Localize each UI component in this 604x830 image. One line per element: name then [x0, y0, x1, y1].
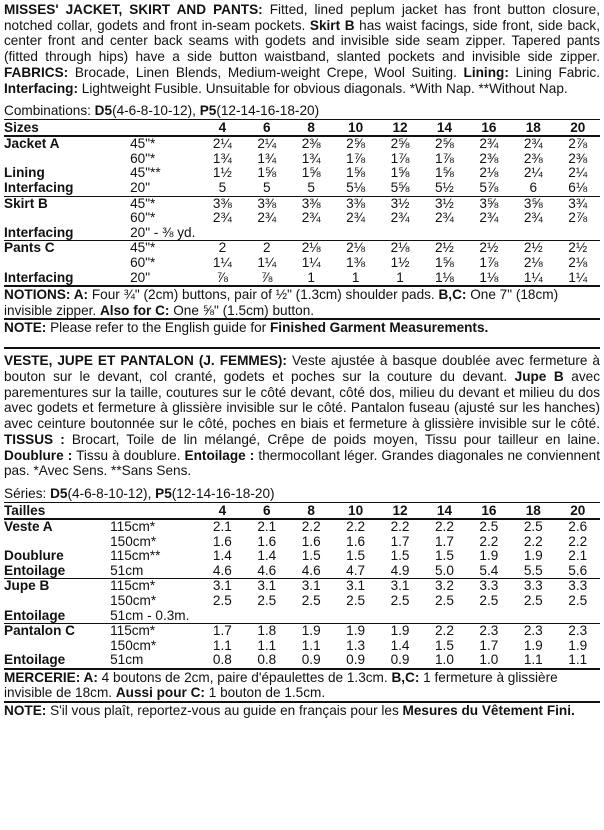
yardage-cell: 2.2 — [301, 519, 321, 534]
table-row — [4, 609, 600, 624]
yardage-cell: 1⅝ — [257, 165, 277, 181]
yardage-cell: 1½ — [390, 254, 410, 270]
french-section — [4, 353, 600, 718]
row-label: Pants C — [4, 241, 130, 256]
row-label — [4, 256, 130, 271]
row-label: Interfacing — [4, 269, 74, 285]
yardage-cell: 2⅞ — [568, 136, 588, 152]
yardage-cell: 5 — [218, 180, 227, 195]
yardage-cell: 2.5 — [301, 592, 321, 608]
yardage-cell: 1.9 — [523, 548, 543, 564]
yardage-cell: 2.5 — [212, 592, 232, 608]
yardage-cell: 2¾ — [523, 136, 543, 152]
yardage-cell: 2.5 — [390, 592, 410, 608]
yardage-cell: 1⅝ — [390, 165, 410, 181]
table-row — [4, 549, 600, 564]
row-label: Entoilage — [4, 607, 66, 623]
yardage-cell: 1.9 — [289, 624, 333, 639]
yardage-cell: 4.6 — [301, 562, 321, 578]
yardage-cell: 1⅝ — [435, 165, 454, 181]
yardage-cell: 3.1 — [378, 579, 422, 594]
table-row — [4, 271, 600, 286]
yardage-cell: 2¾ — [257, 210, 277, 226]
note: NOTE: S'il vous plaît, reportez-vous au guide en français pour les Mesures du Vêtement Fini. — [4, 702, 575, 718]
yardage-cell: 1.9 — [568, 637, 588, 653]
yardage-cell: 1.3 — [346, 637, 366, 653]
yardage-cell: 3⅜ — [245, 196, 289, 211]
yardage-cell: 5⅝ — [390, 180, 410, 195]
table-row — [4, 535, 600, 550]
table-row — [4, 166, 600, 181]
table-header-row — [4, 503, 600, 520]
yardage-cell: 1¾ — [212, 150, 232, 166]
yardage-cell: 1⅞ — [435, 150, 454, 166]
yardage-cell: 1.1 — [257, 637, 277, 653]
fabric-width: 115cm** — [110, 548, 161, 564]
yardage-cell: 5.4 — [479, 562, 499, 578]
fabric-width: 20" — [130, 269, 151, 285]
yardage-cell: 5 — [307, 180, 315, 195]
yardage-cell: 2⅜ — [568, 150, 588, 166]
yardage-cell: 1.4 — [257, 548, 277, 564]
yardage-cell: 0.9 — [301, 652, 321, 668]
yardage-cell: 2.1 — [568, 548, 588, 564]
yardage-cell: 6 — [529, 180, 538, 195]
yardage-cell: 2¼ — [257, 136, 277, 152]
yardage-cell: 2.3 — [467, 624, 511, 639]
garment-title: VESTE, JUPE ET PANTALON (J. FEMMES): — [4, 353, 287, 369]
yardage-cell: 2⅝ — [390, 136, 410, 152]
row-label — [4, 211, 130, 226]
yardage-cell: 2¾ — [523, 210, 543, 226]
yardage-cell: 1 — [307, 269, 315, 285]
fabric-width: 45"* — [130, 136, 156, 152]
yardage-cell: 3.1 — [289, 579, 333, 594]
table-row — [4, 211, 600, 226]
fabric-width: 51cm — [110, 652, 144, 668]
yardage-cell: 1.4 — [212, 548, 232, 564]
yardage-cell: 2.2 — [422, 624, 466, 639]
yardage-cell: 2.3 — [511, 624, 555, 639]
fabric-width: 115cm* — [110, 624, 200, 639]
yardage-cell: 1.7 — [479, 637, 499, 653]
yardage-cell: 1.1 — [301, 637, 321, 653]
table-header-row — [4, 120, 600, 137]
yardage-cell: 2.2 — [390, 519, 410, 534]
yardage-cell: 1.6 — [212, 533, 232, 549]
yardage-cell: 2½ — [422, 241, 466, 256]
yardage-cell: 2¾ — [346, 210, 366, 226]
yardage-cell: 2¾ — [390, 210, 410, 226]
table-row — [4, 579, 600, 594]
yardage-cell: 2.1 — [257, 519, 277, 534]
yardage-cell: 4.6 — [212, 562, 232, 578]
yardage-cell: 1¼ — [568, 269, 588, 285]
fabric-width: 150cm* — [110, 592, 157, 608]
yardage-cell: 2¾ — [479, 136, 499, 152]
yardage-cell: 2⅜ — [301, 136, 321, 152]
yardage-cell: 1.0 — [479, 652, 499, 668]
table-row — [4, 594, 600, 609]
yardage-cell: 4.9 — [390, 562, 410, 578]
yardage-cell: 3.1 — [333, 579, 377, 594]
row-label: Interfacing — [4, 224, 74, 240]
yardage-cell: 1⅝ — [301, 165, 321, 181]
yardage-cell: 2½ — [511, 241, 555, 256]
table-row — [4, 519, 600, 535]
yardage-cell: 1⅝ — [346, 165, 366, 181]
row-label — [4, 535, 110, 550]
yardage-cell: 2¼ — [568, 165, 588, 181]
row-label — [4, 152, 130, 167]
yardage-cell: 2.5 — [479, 519, 499, 534]
yardage-cell: 1.5 — [301, 548, 321, 564]
yardage-cell: 1⅞ — [479, 254, 499, 270]
fabric-width: 60"* — [130, 150, 156, 166]
yardage-cell: 2.5 — [568, 592, 588, 608]
table-header-cell: 6 — [245, 503, 289, 520]
table-header-cell: 10 — [333, 503, 377, 520]
yardage-cell: 2¼ — [523, 165, 543, 181]
yardage-cell: 3¾ — [556, 196, 600, 211]
row-label: Interfacing — [4, 180, 74, 195]
yardage-cell: 1.5 — [435, 548, 454, 564]
english-description: MISSES' JACKET, SKIRT AND PANTS: Fitted, lined peplum jacket has front button closure, notched collar, godets and front in-seam pockets. Skirt B has waist facings, side front, side back, center front and center back seams with godets and invisible side seam zipper. Tapered pants (fitted through hips) have a side button waistband, slanted pockets and invisible side zipper. FABRICS: Brocade, Linen Blends, Medium-weight Crepe, Wool Suiting. Lining: Lining Fabric. Interfacing: Lightweight Fusible. Unsuitable for obvious diagonals. *With Nap. **Without Nap. — [4, 2, 600, 96]
table-row — [4, 136, 600, 152]
yardage-cell: 5⅞ — [479, 180, 499, 195]
row-label: Skirt B — [4, 196, 130, 211]
table-row — [4, 624, 600, 639]
row-label: Entoilage — [4, 562, 66, 578]
yardage-cell: 4.7 — [346, 562, 366, 578]
row-label — [4, 639, 110, 654]
yardage-cell: 1¾ — [301, 150, 321, 166]
table-header-cell: 10 — [333, 120, 377, 137]
yardage-cell: 3½ — [378, 196, 422, 211]
table-header-cell: 12 — [378, 503, 422, 520]
table-header-cell: 14 — [422, 503, 466, 520]
yardage-cell: 2.3 — [556, 624, 600, 639]
yardage-cell: 3.2 — [422, 579, 466, 594]
table-row — [4, 639, 600, 654]
yardage-cell: 1¾ — [257, 150, 277, 166]
notions: NOTIONS: A: Four ¾" (2cm) buttons, pair of ½" (1.3cm) shoulder pads. B,C: One 7" (18cm) invisible zipper. Also for C: One ⅝" (1.5cm) button. — [4, 287, 559, 318]
yardage-cell: 1.5 — [435, 637, 454, 653]
yardage-cell: 1.6 — [346, 533, 366, 549]
yardage-cell: 2¾ — [212, 210, 232, 226]
french-description: VESTE, JUPE ET PANTALON (J. FEMMES): Veste ajustée à basque doublée avec fermeture à bouton sur le devant, col cranté, godets et poches sur la couture du devant. Jupe B avec parementures sur la taille, coutures sur le côté devant, côté dos, milieu du devant et milieu du dos avec godets et fermeture à glissière invisible sur le côté. Pantalon fuseau (ajusté sur les hanches) avec ceinture boutonnée sur le côté, poches en biais et fermeture à glissière invisible sur le côté. TISSUS : Brocart, Toile de lin mélangé, Crêpe de poids moyen, Tissu pour tailleur en laine. Doublure : Tissu à doublure. Entoilage : thermocollant léger. Grandes diagonales ne conviennent pas. *Avec Sens. **Sans Sens. — [4, 353, 600, 479]
yardage-cell: 1.6 — [257, 533, 277, 549]
yardage-cell: 1 — [396, 269, 404, 285]
table-header-cell: 8 — [289, 120, 333, 137]
yardage-cell: 2.5 — [523, 592, 543, 608]
fabric-width: 45"** — [130, 165, 161, 181]
table-row — [4, 196, 600, 211]
yardage-cell: 2.2 — [568, 533, 588, 549]
yardage-cell: 3.3 — [556, 579, 600, 594]
yardage-cell: 0.9 — [346, 652, 366, 668]
yardage-cell: 3⅝ — [467, 196, 511, 211]
yardage-cell: 2⅛ — [523, 254, 543, 270]
table-header-cell — [110, 503, 200, 520]
yardage-cell: 1⅛ — [479, 269, 499, 285]
yardage-cell: 5½ — [435, 180, 454, 195]
english-section — [4, 2, 600, 335]
table-row — [4, 653, 600, 668]
table-header-cell: 6 — [245, 120, 289, 137]
yardage-cell: 1½ — [212, 165, 232, 181]
table-header-cell: 14 — [422, 120, 466, 137]
yardage-table — [4, 502, 600, 668]
table-header-cell: 18 — [511, 503, 555, 520]
yardage-cell: 2.2 — [523, 533, 543, 549]
yardage-cell: 1.5 — [390, 548, 410, 564]
fabric-width: 45"* — [130, 241, 200, 256]
yardage-cell: 1.1 — [523, 652, 543, 668]
table-header-cell: 18 — [511, 120, 555, 137]
yardage-cell: 5 — [262, 180, 271, 195]
fabric-width: 115cm* — [110, 519, 156, 534]
yardage-cell: 1 — [351, 269, 360, 285]
yardage-cell: 2.1 — [212, 519, 232, 534]
yardage-cell: 2.2 — [479, 533, 499, 549]
yardage-cell: 0.8 — [257, 652, 277, 668]
yardage-cell: 0.8 — [212, 652, 232, 668]
yardage-cell: 2⅛ — [378, 241, 422, 256]
yardage-cell: 1.6 — [301, 533, 321, 549]
notions: MERCERIE: A: 4 boutons de 2cm, paire d'épaulettes de 1.3cm. B,C: 1 fermeture à glissière invisible de 18cm. Aussi pour C: 1 bouton de 1.5cm. — [4, 669, 558, 701]
yardage-cell: 1.4 — [390, 637, 410, 653]
table-header-cell: 8 — [289, 503, 333, 520]
yardage-cell: 3.3 — [511, 579, 555, 594]
combinations-line: Séries: D5(4-6-8-10-12), P5(12-14-16-18-20) — [4, 486, 275, 501]
table-row — [4, 256, 600, 271]
yardage-cell: 1.7 — [390, 533, 410, 549]
row-label: Pantalon C — [4, 624, 110, 639]
note: NOTE: Please refer to the English guide for Finished Garment Measurements. — [4, 319, 489, 335]
yardage-cell: 2⅝ — [346, 136, 366, 152]
yardage-cell: 2¾ — [435, 210, 454, 226]
combinations-line: Combinations: D5(4-6-8-10-12), P5(12-14-16-18-20) — [4, 103, 320, 119]
yardage-cell: 1.5 — [346, 548, 366, 564]
row-label — [4, 594, 110, 609]
yardage-cell: 1.7 — [200, 624, 244, 639]
yardage-cell: 1⅛ — [435, 269, 454, 285]
yardage-cell: 3⅝ — [511, 196, 555, 211]
yardage-cell: 1⅞ — [346, 150, 366, 166]
row-label: Entoilage — [4, 652, 66, 668]
fabric-width: 60"* — [130, 210, 156, 226]
yardage-cell: 3⅜ — [333, 196, 377, 211]
yardage-cell: 6⅛ — [568, 180, 588, 195]
table-header-cell: 16 — [467, 120, 511, 137]
yardage-cell: 4.6 — [257, 562, 277, 578]
yardage-cell: 2 — [245, 241, 289, 256]
yardage-cell: 2 — [200, 241, 244, 256]
yardage-cell: 1⅞ — [390, 150, 410, 166]
yardage-cell: 3.1 — [245, 579, 289, 594]
fabric-width: 60"* — [130, 254, 156, 270]
yardage-cell: 1¼ — [212, 254, 232, 270]
fabric-width: 45"* — [130, 196, 200, 211]
yardage-cell: 2½ — [556, 241, 600, 256]
row-label: Veste A — [4, 519, 53, 534]
yardage-cell: 2⅜ — [479, 150, 499, 166]
yardage-cell: 1.0 — [435, 652, 454, 668]
fabric-width: 150cm* — [110, 533, 157, 549]
yardage-cell: 2⅜ — [523, 150, 543, 166]
table-header-cell: 20 — [556, 120, 600, 137]
yardage-cell: 2¾ — [479, 210, 499, 226]
yardage-cell: 1⅜ — [346, 254, 366, 270]
yardage-table — [4, 119, 600, 285]
fabric-width: 20" — [130, 180, 151, 195]
yardage-cell: 1¼ — [301, 254, 321, 270]
yardage-cell: 2½ — [467, 241, 511, 256]
table-row — [4, 241, 600, 256]
yardage-cell: 5⅛ — [346, 180, 366, 195]
yardage-cell: 1.9 — [523, 637, 543, 653]
yardage-cell: 1.9 — [479, 548, 499, 564]
table-header-cell: Tailles — [4, 503, 110, 520]
yardage-cell: 1¼ — [257, 254, 277, 270]
yardage-cell: 1.1 — [212, 637, 232, 653]
yardage-cell: 2⅞ — [568, 210, 588, 226]
yardage-cell: 3⅜ — [200, 196, 244, 211]
table-header-cell: 4 — [200, 503, 244, 520]
table-row — [4, 226, 600, 241]
yardage-cell: 1.7 — [435, 533, 454, 549]
table-header-cell: Sizes — [4, 120, 130, 137]
yardage-cell: 5.0 — [435, 562, 454, 578]
yardage-cell: 3.3 — [467, 579, 511, 594]
yardage-cell: 2.6 — [568, 519, 588, 534]
table-row — [4, 564, 600, 579]
yardage-cell: 3.1 — [200, 579, 244, 594]
row-label: Doublure — [4, 548, 64, 564]
yardage-cell: 2.5 — [346, 592, 366, 608]
garment-title: MISSES' JACKET, SKIRT AND PANTS: — [4, 2, 263, 17]
yardage-cell: ⅞ — [261, 269, 273, 285]
section-divider — [4, 347, 600, 349]
yardage-cell: 3½ — [422, 196, 466, 211]
fabric-width: 150cm* — [110, 637, 157, 653]
yardage-cell: 5.5 — [523, 562, 543, 578]
yardage-cell: 1.8 — [245, 624, 289, 639]
table-header-cell: 4 — [200, 120, 244, 137]
yardage-cell: 1⅝ — [435, 254, 454, 270]
yardage-cell: 1.9 — [378, 624, 422, 639]
yardage-cell: 2.2 — [435, 519, 454, 534]
fabric-width: 51cm - 0.3m. — [110, 607, 190, 623]
yardage-cell: 5.6 — [568, 562, 588, 578]
yardage-cell: 2¾ — [301, 210, 321, 226]
yardage-cell: 2.2 — [346, 519, 366, 534]
yardage-cell: 2¼ — [212, 136, 232, 152]
yardage-cell: 2.5 — [523, 519, 543, 534]
table-row — [4, 181, 600, 196]
fabric-width: 20" - ⅜ yd. — [130, 224, 196, 240]
row-label: Lining — [4, 165, 45, 181]
yardage-cell: ⅞ — [216, 269, 229, 285]
yardage-cell: 2⅛ — [479, 165, 499, 181]
yardage-cell: 1¼ — [523, 269, 543, 285]
yardage-cell: 1.9 — [333, 624, 377, 639]
yardage-cell: 2⅛ — [568, 254, 588, 270]
fabric-width: 115cm* — [110, 579, 200, 594]
table-header-cell: 12 — [378, 120, 422, 137]
yardage-cell: 2.5 — [257, 592, 277, 608]
yardage-cell: 3⅜ — [289, 196, 333, 211]
table-header-cell: 16 — [467, 503, 511, 520]
table-row — [4, 152, 600, 167]
yardage-cell: 0.9 — [390, 652, 410, 668]
table-header-cell: 20 — [556, 503, 600, 520]
yardage-cell: 2.5 — [435, 592, 454, 608]
row-label: Jupe B — [4, 579, 110, 594]
yardage-cell: 1.1 — [568, 652, 588, 668]
yardage-cell: 2.5 — [479, 592, 499, 608]
yardage-cell: 2⅛ — [289, 241, 333, 256]
table-header-cell — [130, 120, 200, 137]
pattern-envelope-back — [4, 0, 600, 718]
yardage-cell: 2⅛ — [333, 241, 377, 256]
row-label: Jacket A — [4, 136, 60, 152]
fabric-width: 51cm — [110, 562, 144, 578]
yardage-cell: 2⅝ — [435, 136, 454, 152]
